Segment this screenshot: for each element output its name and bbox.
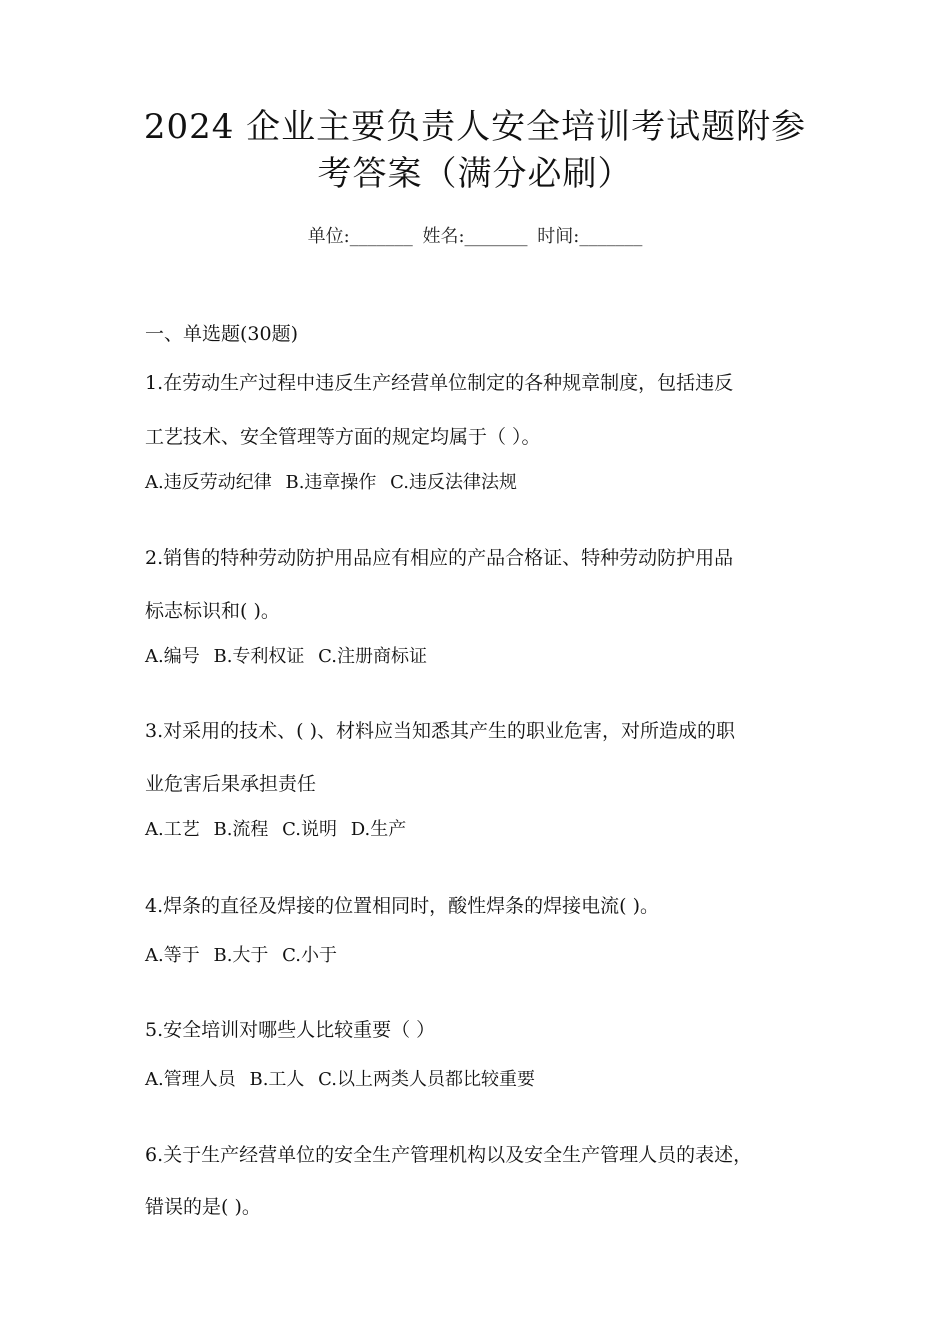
name-field: 姓名:_______ [422, 226, 528, 247]
question-1-line-2: 工艺技术、安全管理等方面的规定均属于（ ）。 [145, 426, 541, 448]
question-5-line-1: 5.安全培训对哪些人比较重要（ ） [145, 1019, 436, 1041]
question-6-line-2: 错误的是( )。 [145, 1196, 261, 1218]
question-1-option-c: C.违反法律法规 [390, 472, 518, 493]
question-4-option-b: B.大于 [213, 945, 269, 966]
question-2-option-b: B.专利权证 [213, 646, 305, 667]
time-field: 时间:_______ [537, 226, 643, 247]
unit-field: 单位:_______ [307, 226, 413, 247]
question-1-option-a: A.违反劳动纪律 [145, 472, 272, 493]
question-3-option-b: B.流程 [213, 819, 269, 840]
question-3-option-c: C.说明 [282, 819, 338, 840]
question-1-option-b: B.违章操作 [285, 472, 377, 493]
section-heading: 一、单选题(30题) [145, 323, 299, 345]
question-2-option-c: C.注册商标证 [318, 646, 428, 667]
question-1-options [145, 469, 525, 497]
question-3-line-1: 3.对采用的技术、( )、材料应当知悉其产生的职业危害，对所造成的职 [145, 720, 735, 742]
question-3-options [145, 816, 414, 844]
question-5-options [145, 1066, 543, 1094]
question-5-option-c: C.以上两类人员都比较重要 [318, 1069, 536, 1090]
document-title-line-1: 2024 企业主要负责人安全培训考试题附参 [143, 107, 807, 147]
question-5-option-a: A.管理人员 [145, 1069, 236, 1090]
question-2-option-a: A.编号 [145, 646, 200, 667]
question-5-option-b: B.工人 [249, 1069, 305, 1090]
document-meta-fields [0, 224, 950, 250]
question-2-options [145, 643, 435, 671]
document-title-line-2: 考答案（满分必刷） [317, 154, 633, 194]
question-4-option-c: C.小于 [282, 945, 338, 966]
question-4-options [145, 942, 345, 970]
question-1-line-1: 1.在劳动生产过程中违反生产经营单位制定的各种规章制度，包括违反 [145, 372, 734, 394]
question-4-line-1: 4.焊条的直径及焊接的位置相同时，酸性焊条的焊接电流( )。 [145, 895, 659, 917]
question-3-option-a: A.工艺 [145, 819, 200, 840]
question-2-line-1: 2.销售的特种劳动防护用品应有相应的产品合格证、特种劳动防护用品 [145, 547, 734, 569]
question-4-option-a: A.等于 [145, 945, 200, 966]
question-2-line-2: 标志标识和( )。 [145, 600, 280, 622]
question-3-option-d: D.生产 [350, 819, 407, 840]
question-6-line-1: 6.关于生产经营单位的安全生产管理机构以及安全生产管理人员的表述， [145, 1144, 753, 1166]
question-3-line-2: 业危害后果承担责任 [145, 773, 317, 795]
